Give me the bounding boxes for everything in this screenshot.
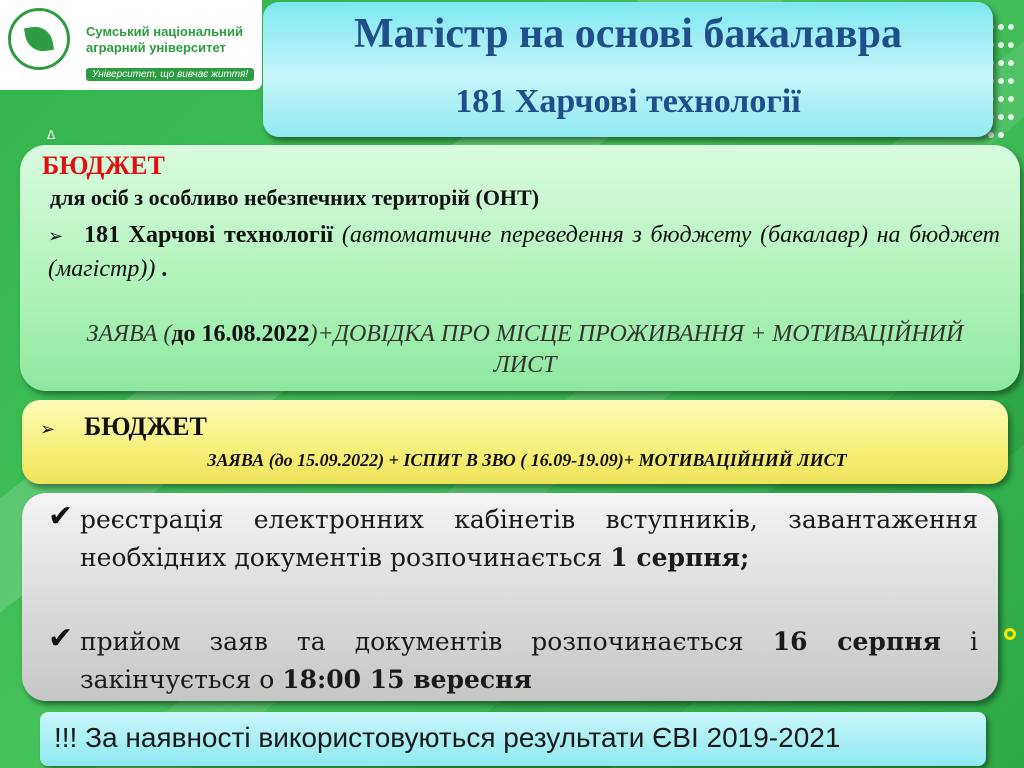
university-emblem-icon — [8, 8, 70, 70]
budget-general-heading-row — [40, 412, 207, 442]
evi-note-panel — [40, 712, 986, 766]
checkmark-icon: ✔ — [48, 621, 74, 656]
university-motto: Університет, що вивчає життя! — [86, 68, 254, 81]
page-title: Магістр на основі бакалавра — [354, 11, 902, 57]
title-banner — [263, 2, 993, 137]
info-item2-part2: і закінчується о — [80, 627, 978, 694]
info-item2-end-date: 18:00 15 вересня — [282, 665, 532, 694]
evi-note-text: !!! За наявності використовуються результати ЄВІ 2019-2021 — [54, 722, 841, 753]
budget-oht-item-program: 181 Харчові технології — [84, 222, 334, 248]
budget-oht-req-part1: ЗАЯВА ( — [86, 321, 172, 347]
budget-oht-subheading: для осіб з особливо небезпечних територій (ОНТ) — [50, 185, 540, 210]
info-item2-part1: прийом заяв та документів розпочинається — [80, 627, 773, 656]
budget-oht-item-end: . — [161, 256, 168, 282]
info-item1-text: реєстрація електронних кабінетів вступників, завантаження необхідних документів розпочинається — [80, 505, 978, 572]
budget-oht-heading: БЮДЖЕТ — [42, 151, 165, 180]
budget-oht-item-note: (автоматичне переведення з бюджету (бакалавр) на бюджет (магістр)) — [48, 222, 1000, 282]
info-item-registration — [80, 501, 978, 577]
university-name — [86, 24, 258, 56]
budget-oht-req-part2: )+ДОВІДКА ПРО МІСЦЕ ПРОЖИВАННЯ + МОТИВАЦІЙНИЙ ЛИСТ — [309, 321, 964, 378]
budget-oht-panel — [20, 145, 1020, 391]
budget-general-panel — [22, 400, 1008, 484]
info-item2-start-date: 16 серпня — [772, 627, 941, 656]
university-name-line2: аграрний університет — [86, 40, 226, 55]
university-logo-block — [0, 0, 262, 90]
budget-general-heading: БЮДЖЕТ — [84, 412, 207, 441]
budget-oht-item — [48, 219, 1000, 286]
arrow-bullet-icon: ➢ — [40, 419, 56, 440]
triangle-icon: Δ — [47, 128, 56, 142]
info-item-applications — [80, 623, 978, 699]
admission-info-panel — [22, 493, 998, 701]
university-name-line1: Сумський національний — [86, 24, 244, 39]
page-subtitle: 181 Харчові технології — [455, 83, 801, 120]
budget-general-requirements: ЗАЯВА (до 15.09.2022) + ІСПИТ В ЗВО ( 16.09-19.09)+ МОТИВАЦІЙНИЙ ЛИСТ — [207, 450, 847, 470]
arrow-bullet-icon: ➢ — [48, 226, 64, 247]
checkmark-icon: ✔ — [48, 499, 74, 534]
budget-oht-requirements — [60, 319, 990, 381]
info-item1-date: 1 серпня; — [610, 543, 750, 572]
decorative-ring-icon — [1004, 628, 1016, 640]
budget-oht-req-deadline: до 16.08.2022 — [171, 321, 310, 347]
